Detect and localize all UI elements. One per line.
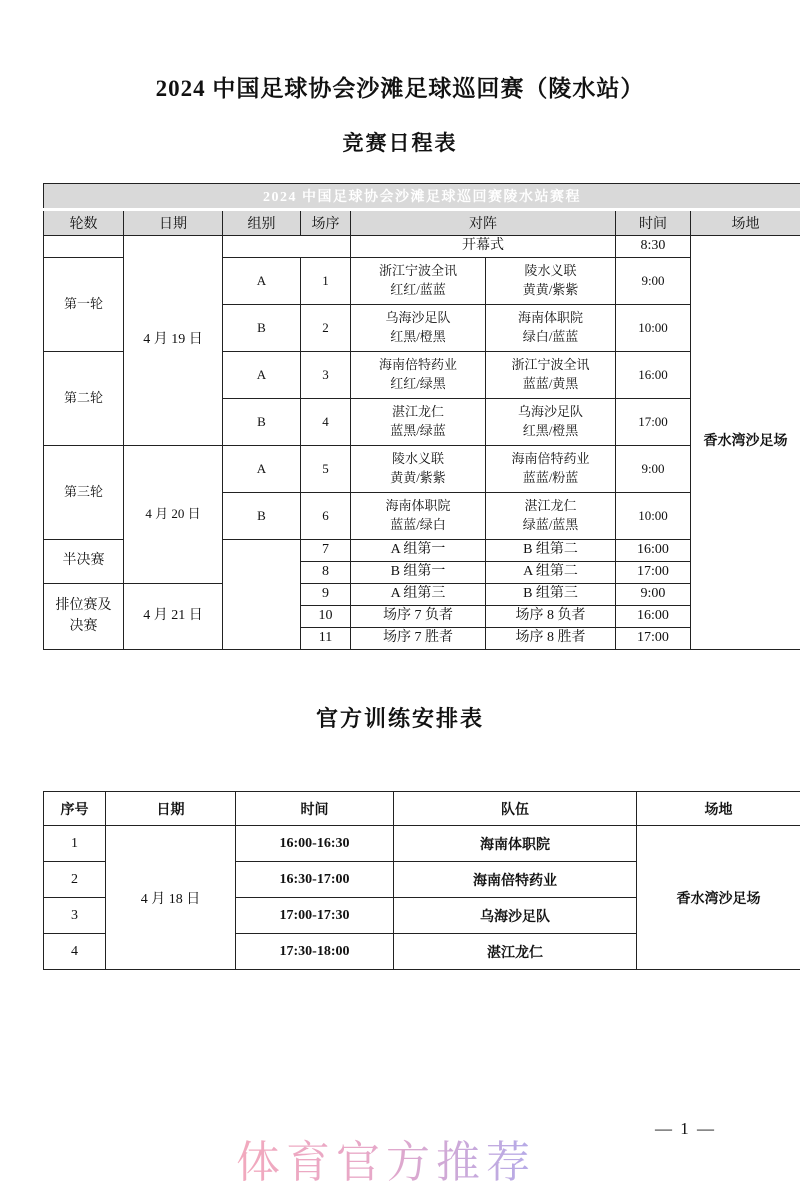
header-group: 组别 <box>223 210 301 236</box>
time-cell: 16:00 <box>616 352 691 399</box>
home-kit: 蓝黑/绿蓝 <box>390 423 446 438</box>
away-team: 浙江宁波全讯 <box>511 357 590 373</box>
header-matchup: 对阵 <box>351 210 616 236</box>
group-cell: A <box>223 446 301 493</box>
opening-label: 开幕式 <box>351 236 616 258</box>
away-kit: 蓝蓝/粉蓝 <box>522 470 579 485</box>
away-team: 海南体职院 <box>517 310 583 326</box>
match-row <box>44 584 800 606</box>
home-cell <box>351 305 486 352</box>
order-cell: 9 <box>301 584 351 606</box>
order-cell: 6 <box>301 493 351 540</box>
training-time: 16:00-16:30 <box>236 826 394 862</box>
round-label: 第三轮 <box>44 446 124 540</box>
schedule-banner: 2024 中国足球协会沙滩足球巡回赛陵水站赛程 <box>44 184 800 210</box>
time-cell: 16:00 <box>616 540 691 562</box>
training-time: 16:30-17:00 <box>236 862 394 898</box>
away-cell: 场序 8 胜者 <box>486 628 616 650</box>
home-kit: 黄黄/紫紫 <box>390 470 446 485</box>
away-team: 乌海沙足队 <box>517 404 583 420</box>
header-venue: 场地 <box>691 210 800 236</box>
order-cell: 11 <box>301 628 351 650</box>
away-cell <box>486 493 616 540</box>
training-no: 2 <box>44 862 106 898</box>
group-blank-cell <box>223 540 301 650</box>
home-team: 陵水义联 <box>391 451 444 467</box>
time-cell: 9:00 <box>616 584 691 606</box>
away-cell <box>486 352 616 399</box>
home-team: 海南倍特药业 <box>378 357 457 373</box>
away-kit: 蓝蓝/黄黑 <box>522 376 579 391</box>
home-cell <box>351 258 486 305</box>
group-cell: A <box>223 352 301 399</box>
order-cell: 2 <box>301 305 351 352</box>
home-cell: B 组第一 <box>351 562 486 584</box>
header-time: 时间 <box>236 792 394 826</box>
home-cell <box>351 352 486 399</box>
order-cell: 7 <box>301 540 351 562</box>
order-cell: 5 <box>301 446 351 493</box>
home-team: 海南体职院 <box>385 498 451 514</box>
away-cell: B 组第三 <box>486 584 616 606</box>
away-cell: 场序 8 负者 <box>486 606 616 628</box>
home-team: 湛江龙仁 <box>391 404 444 420</box>
home-kit: 蓝蓝/绿白 <box>390 517 446 532</box>
training-time: 17:30-18:00 <box>236 934 394 970</box>
home-kit: 红红/蓝蓝 <box>390 282 446 297</box>
group-order-blank-cell <box>223 236 351 258</box>
away-cell <box>486 305 616 352</box>
group-cell: B <box>223 399 301 446</box>
header-time: 时间 <box>616 210 691 236</box>
group-cell: B <box>223 493 301 540</box>
header-order: 场序 <box>301 210 351 236</box>
watermark-text: 体育官方推荐 <box>236 1126 536 1190</box>
date-cell-apr20: 4 月 20 日 <box>124 446 223 584</box>
header-team: 队伍 <box>394 792 637 826</box>
round-label: 半决赛 <box>44 540 124 584</box>
opening-row <box>44 236 800 258</box>
time-cell: 17:00 <box>616 628 691 650</box>
away-team: 湛江龙仁 <box>524 498 577 514</box>
training-team: 湛江龙仁 <box>394 934 637 970</box>
date-cell-apr19: 4 月 19 日 <box>124 236 223 446</box>
away-cell: A 组第二 <box>486 562 616 584</box>
away-cell <box>486 399 616 446</box>
away-kit: 绿蓝/蓝黑 <box>522 517 579 532</box>
away-team: 陵水义联 <box>524 263 577 279</box>
home-cell: 场序 7 负者 <box>351 606 486 628</box>
header-no: 序号 <box>44 792 106 826</box>
time-cell: 17:00 <box>616 562 691 584</box>
home-cell: A 组第三 <box>351 584 486 606</box>
training-no: 4 <box>44 934 106 970</box>
round-label: 排位赛及决赛 <box>44 584 124 650</box>
training-table <box>43 791 800 970</box>
training-team: 海南体职院 <box>394 826 637 862</box>
round-label: 第一轮 <box>44 258 124 352</box>
away-kit: 黄黄/紫紫 <box>522 282 579 297</box>
home-cell: A 组第一 <box>351 540 486 562</box>
schedule-header-row <box>44 210 800 236</box>
header-date: 日期 <box>124 210 223 236</box>
away-cell <box>486 258 616 305</box>
home-kit: 红红/绿黑 <box>390 376 446 391</box>
training-header-row <box>44 792 800 826</box>
group-cell: B <box>223 305 301 352</box>
training-venue: 香水湾沙足场 <box>637 826 800 970</box>
home-cell <box>351 446 486 493</box>
training-no: 3 <box>44 898 106 934</box>
home-kit: 红黑/橙黑 <box>390 329 446 344</box>
header-venue: 场地 <box>637 792 800 826</box>
order-cell: 8 <box>301 562 351 584</box>
home-cell <box>351 399 486 446</box>
home-cell: 场序 7 胜者 <box>351 628 486 650</box>
time-cell: 8:30 <box>616 236 691 258</box>
training-time: 17:00-17:30 <box>236 898 394 934</box>
training-team: 乌海沙足队 <box>394 898 637 934</box>
order-cell: 1 <box>301 258 351 305</box>
venue-cell: 香水湾沙足场 <box>691 236 800 650</box>
page-number: — 1 — <box>655 1119 716 1138</box>
home-cell <box>351 493 486 540</box>
time-cell: 16:00 <box>616 606 691 628</box>
away-kit: 绿白/蓝蓝 <box>522 329 579 344</box>
schedule-table <box>43 183 800 650</box>
time-cell: 10:00 <box>616 305 691 352</box>
away-team: 海南倍特药业 <box>511 451 590 467</box>
order-cell: 3 <box>301 352 351 399</box>
training-team: 海南倍特药业 <box>394 862 637 898</box>
schedule-banner-row <box>44 184 800 210</box>
time-cell: 10:00 <box>616 493 691 540</box>
header-date: 日期 <box>106 792 236 826</box>
match-row <box>44 446 800 493</box>
header-round: 轮数 <box>44 210 124 236</box>
time-cell: 17:00 <box>616 399 691 446</box>
training-no: 1 <box>44 826 106 862</box>
training-section-title: 官方训练安排表 <box>315 706 484 731</box>
round-label: 第二轮 <box>44 352 124 446</box>
training-row <box>44 826 800 862</box>
away-cell <box>486 446 616 493</box>
page-subtitle: 竞赛日程表 <box>342 131 458 155</box>
home-team: 浙江宁波全讯 <box>378 263 457 279</box>
group-cell: A <box>223 258 301 305</box>
round-blank-cell <box>44 236 124 258</box>
time-cell: 9:00 <box>616 446 691 493</box>
order-cell: 4 <box>301 399 351 446</box>
home-team: 乌海沙足队 <box>385 310 451 326</box>
page-title: 2024 中国足球协会沙滩足球巡回赛（陵水站） <box>155 76 645 101</box>
order-cell: 10 <box>301 606 351 628</box>
away-cell: B 组第二 <box>486 540 616 562</box>
time-cell: 9:00 <box>616 258 691 305</box>
training-date: 4 月 18 日 <box>106 826 236 970</box>
away-kit: 红黑/橙黑 <box>522 423 579 438</box>
date-cell-apr21: 4 月 21 日 <box>124 584 223 650</box>
